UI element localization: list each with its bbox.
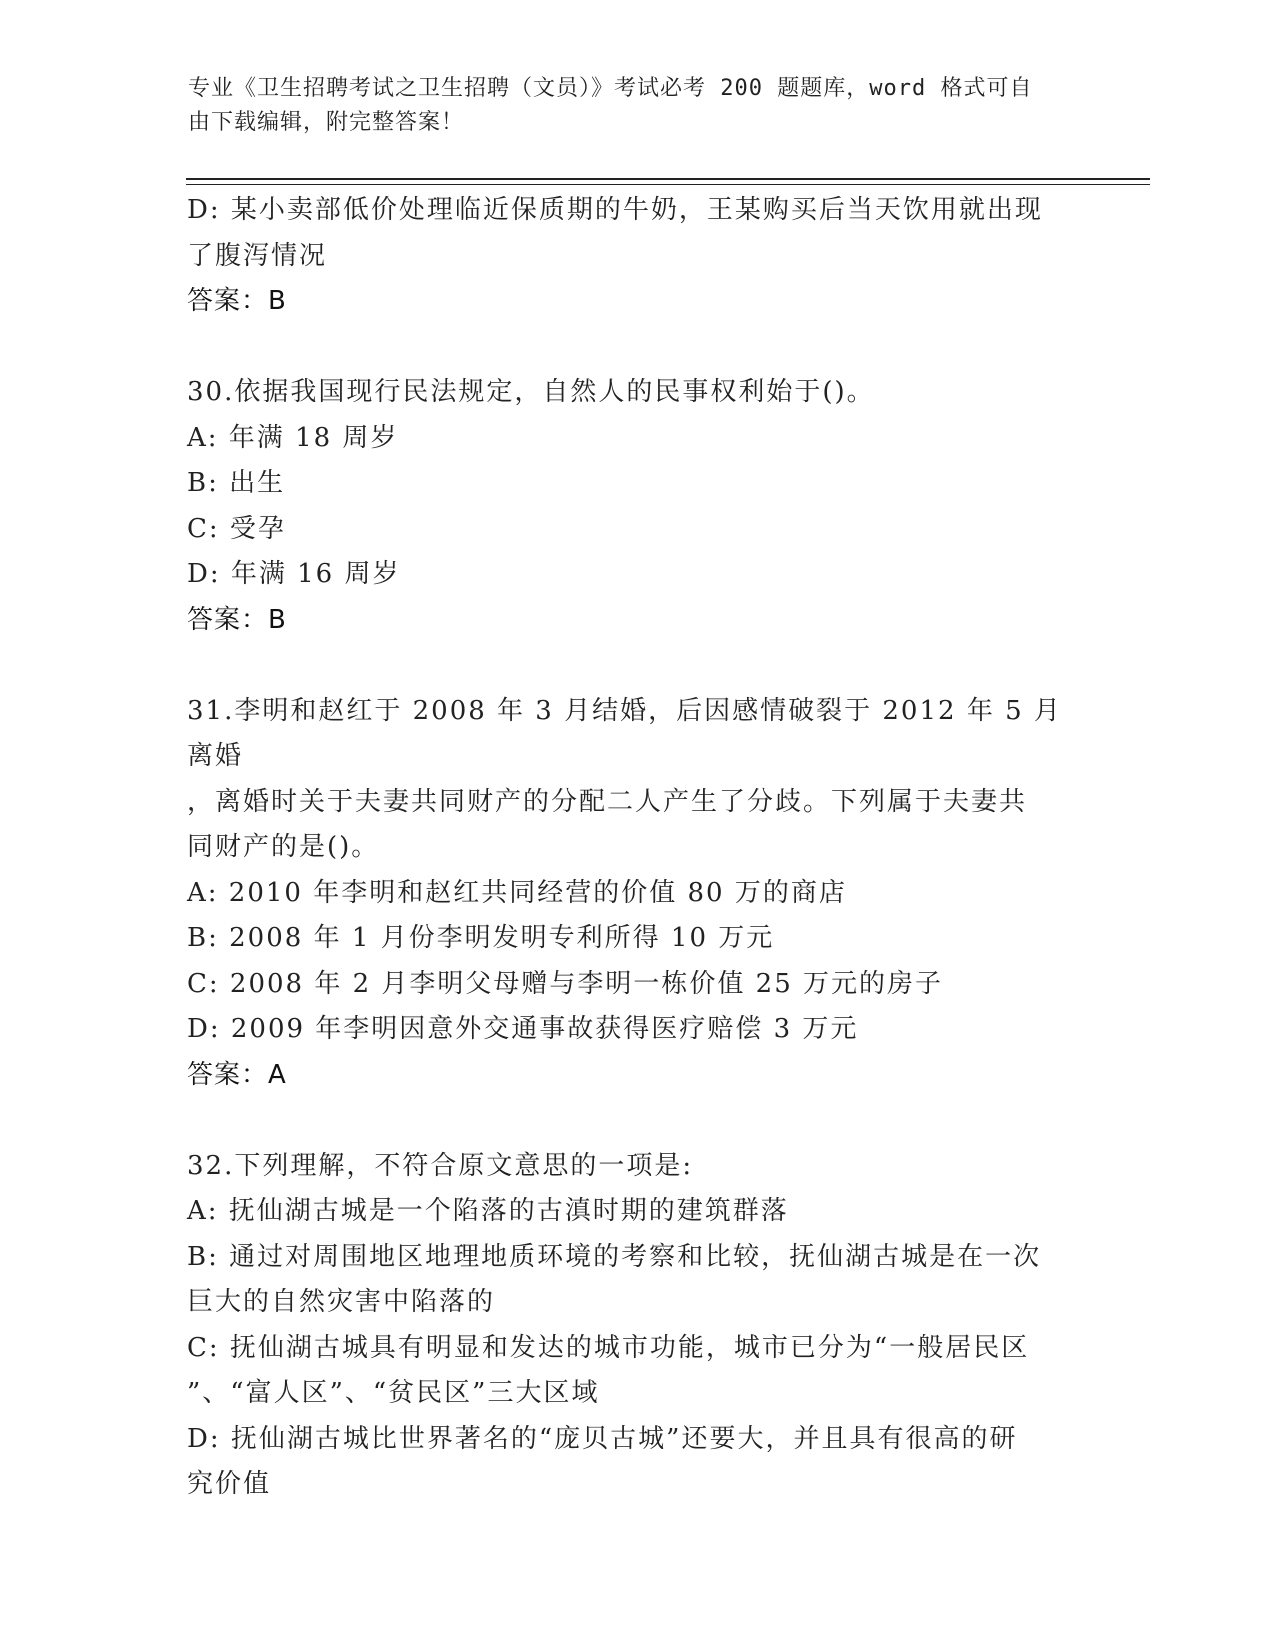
header-line-2: 由下载编辑，附完整答案！ bbox=[188, 110, 465, 135]
header-divider-thin bbox=[186, 184, 1150, 185]
header-divider-thick bbox=[186, 178, 1150, 180]
spacer bbox=[187, 325, 1077, 371]
spacer bbox=[187, 1098, 1077, 1144]
answer: 答案：B bbox=[187, 604, 287, 635]
option-d-continued: 了腹泻情况 bbox=[187, 240, 328, 271]
option-c-continued: ”、“富人区”、“贫民区”三大区域 bbox=[187, 1378, 600, 1408]
option-a: A: 2010 年李明和赵红共同经营的价值 80 万的商店 bbox=[187, 877, 847, 908]
option-c: C: 抚仙湖古城具有明显和发达的城市功能，城市已分为“一般居民区 bbox=[187, 1332, 1030, 1363]
option-d: D: 某小卖部低价处理临近保质期的牛奶，王某购买后当天饮用就出现 bbox=[187, 195, 1043, 225]
option-c: C: 2008 年 2 月李明父母赠与李明一栋价值 25 万元的房子 bbox=[187, 968, 944, 999]
option-c: C: 受孕 bbox=[187, 513, 286, 544]
option-b: B: 出生 bbox=[187, 468, 286, 498]
spacer bbox=[187, 643, 1077, 689]
option-d-continued: 究价值 bbox=[187, 1469, 272, 1499]
option-a: A: 年满 18 周岁 bbox=[187, 422, 399, 453]
question-31 bbox=[187, 689, 1077, 1099]
option-b-continued: 巨大的自然灾害中陷落的 bbox=[187, 1287, 496, 1317]
option-d: D: 抚仙湖古城比世界著名的“庞贝古城”还要大，并且具有很高的研 bbox=[187, 1423, 1018, 1454]
question-30 bbox=[187, 370, 1077, 643]
option-d: D: 2009 年李明因意外交通事故获得医疗赔偿 3 万元 bbox=[187, 1014, 859, 1044]
question-stem-continued: 同财产的是()。 bbox=[187, 832, 380, 862]
question-list bbox=[187, 188, 1077, 1508]
question-stem: 32.下列理解，不符合原文意思的一项是: bbox=[187, 1150, 694, 1181]
option-a: A: 抚仙湖古城是一个陷落的古滇时期的建筑群落 bbox=[187, 1196, 789, 1226]
question-29-tail bbox=[187, 188, 1077, 325]
header-line-1: 专业《卫生招聘考试之卫生招聘（文员）》考试必考 200 题题库，word 格式可自 bbox=[188, 76, 1033, 101]
option-d: D: 年满 16 周岁 bbox=[187, 559, 401, 589]
option-b: B: 2008 年 1 月份李明发明专利所得 10 万元 bbox=[187, 923, 775, 953]
question-stem-continued: ，离婚时关于夫妻共同财产的分配二人产生了分歧。下列属于夫妻共 bbox=[187, 786, 1028, 817]
answer: 答案：A bbox=[187, 1059, 287, 1090]
document-header bbox=[188, 72, 1068, 140]
option-b: B: 通过对周围地区地理地质环境的考察和比较，抚仙湖古城是在一次 bbox=[187, 1241, 1042, 1272]
question-stem: 31.李明和赵红于 2008 年 3 月结婚，后因感情破裂于 2012 年 5 月离婚 bbox=[187, 695, 1062, 771]
question-stem: 30.依据我国现行民法规定，自然人的民事权利始于()。 bbox=[187, 377, 875, 407]
answer: 答案：B bbox=[187, 286, 287, 316]
question-32 bbox=[187, 1144, 1077, 1508]
